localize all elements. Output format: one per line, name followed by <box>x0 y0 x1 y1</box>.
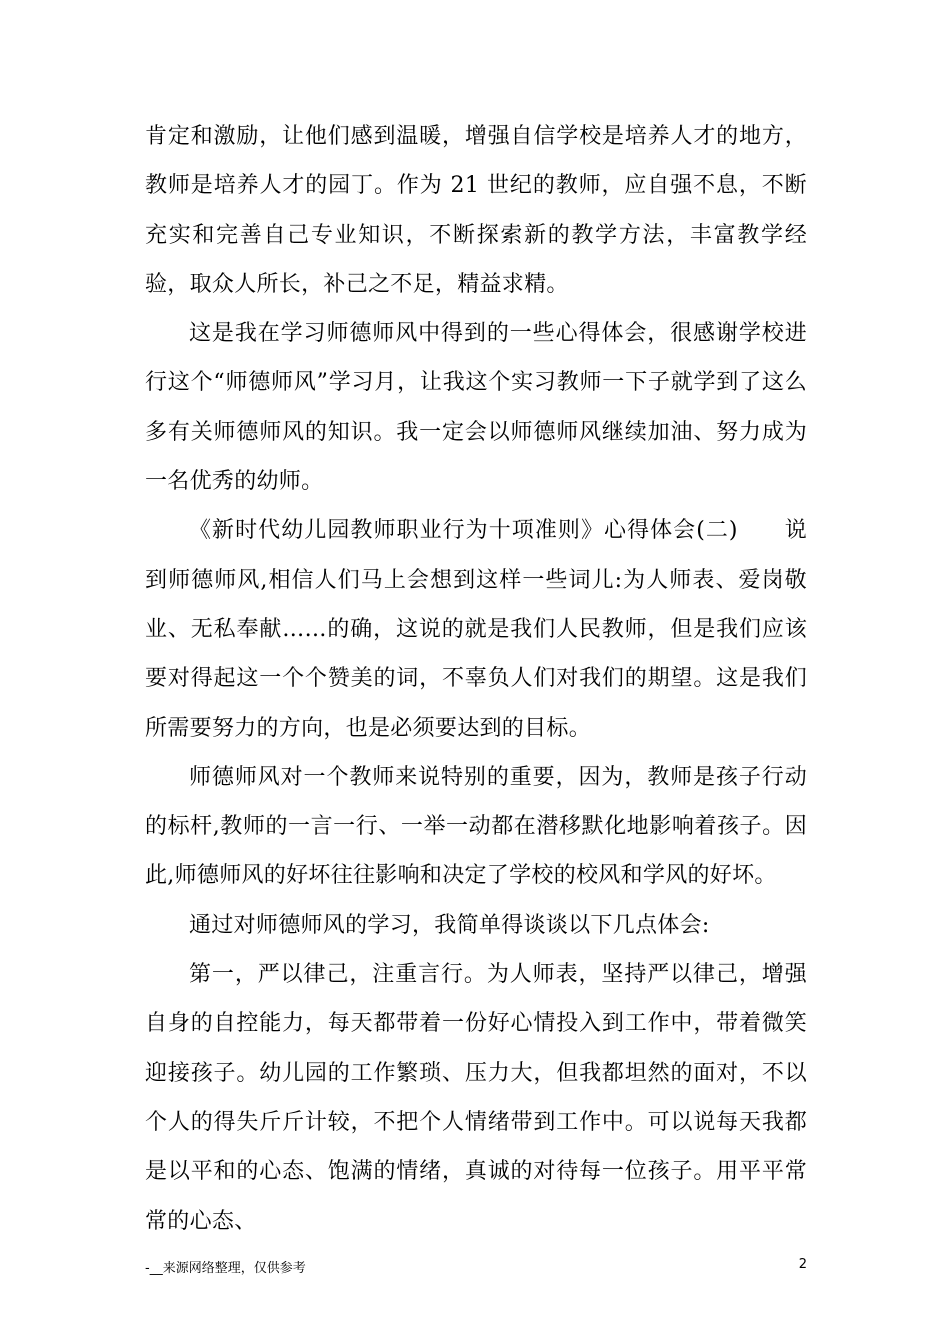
paragraph-4: 师德师风对一个教师来说特别的重要，因为，教师是孩子行动的标杆,教师的一言一行、一举一动都在潜移默化地影响着孩子。因此,师德师风的好坏往往影响和决定了学校的校风和学风的好坏。 <box>145 764 807 889</box>
page-number: 2 <box>798 1257 807 1272</box>
paragraph-1: 肯定和激励，让他们感到温暖，增强自信学校是培养人才的地方，教师是培养人才的园丁。作为 21 世纪的教师，应自强不息，不断充实和完善自己专业知识，不断探索新的教学方法，丰富教学经验，取众人所长，补己之不足，精益求精。 <box>145 124 807 297</box>
footer-source-note: -__来源网络整理，仅供参考 <box>145 1261 306 1276</box>
paragraph-3: 《新时代幼儿园教师职业行为十项准则》心得体会(二) 说到师德师风,相信人们马上会想到这样一些词儿:为人师表、爱岗敬业、无私奉献……的确，这说的就是我们人民教师，但是我们应该要对得起这一个个赞美的词，不辜负人们对我们的期望。这是我们所需要努力的方向，也是必须要达到的目标。 <box>145 518 807 741</box>
paragraph-6: 第一，严以律己，注重言行。为人师表，坚持严以律己，增强自身的自控能力，每天都带着一份好心情投入到工作中，带着微笑迎接孩子。幼儿园的工作繁琐、压力大，但我都坦然的面对，不以个人的得失斤斤计较，不把个人情绪带到工作中。可以说每天我都是以平和的心态、饱满的情绪，真诚的对待每一位孩子。用平平常常的心态、 <box>145 962 807 1234</box>
paragraph-2: 这是我在学习师德师风中得到的一些心得体会，很感谢学校进行这个“师德师风”学习月，让我这个实习教师一下子就学到了这么多有关师德师风的知识。我一定会以师德师风继续加油、努力成为一名优秀的幼师。 <box>145 321 807 495</box>
body-text <box>145 112 807 1246</box>
page-footer <box>145 1257 807 1279</box>
paragraph-5: 通过对师德师风的学习，我简单得谈谈以下几点体会: <box>189 912 710 938</box>
